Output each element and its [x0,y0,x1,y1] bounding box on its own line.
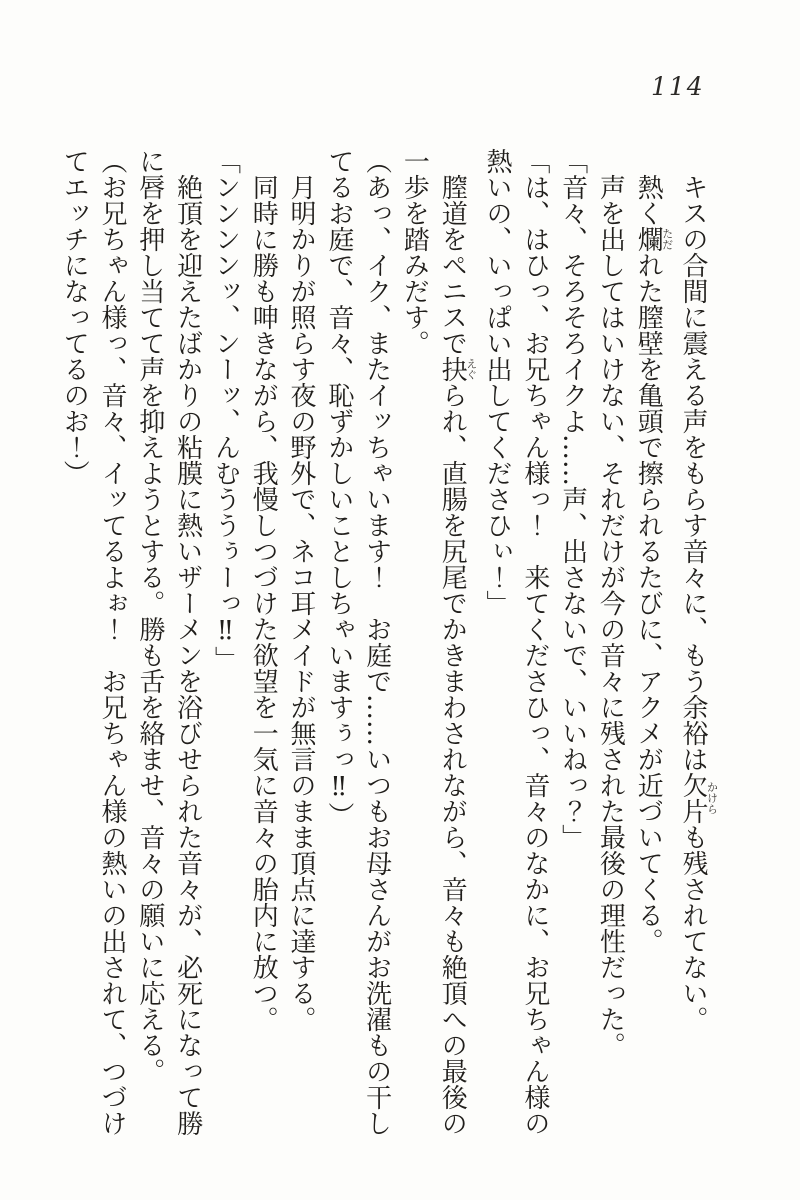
text-line-7: 膣道をペニスで抉えぐられ、直腸を尻尾でかきまわされながら、音々も絶頂への最後の [437,174,478,1136]
text-line-17: てエッチになってるのお！） [59,148,90,486]
text-line-9: （あっ、イク、またイッちゃいます！ お庭で……いつもお母さんがお洗濯もの干し [361,148,392,1136]
text-line-3: 声を出してはいけない、それだけが今の音々に残された最後の理性だった。 [595,174,626,1058]
text-line-10: てるお庭で、音々、恥ずかしいことしちゃいますぅっ‼） [323,148,354,828]
text-block [54,148,718,1164]
text-line-8: 一歩を踏みだす。 [399,148,430,356]
text-line-13: 「ンンンンッ、ンーッ、んむううぅーっ‼」 [210,148,241,672]
text-line-4: 「音々、そろそろイクよ……声、出さないで、いいねっ？」 [557,148,588,850]
text-line-12: 同時に勝も呻きながら、我慢しつづけた欲望を一気に音々の胎内に放つ。 [248,174,279,1032]
text-line-11: 月明かりが照らす夜の野外で、ネコ耳メイドが無言のまま頂点に達する。 [286,174,317,1032]
text-line-5: 「は、はひっ、お兄ちゃん様っ！ 来てくださひっ、音々のなかに、お兄ちゃん様の [519,148,550,1136]
text-line-1: キスの合間に震える声をもらす音々に、もう余裕は欠片かけらも残されてない。 [678,174,719,1032]
text-line-15: に唇を押し当てて声を抑えようとする。勝も舌を絡ませ、音々の願いに応える。 [134,148,165,1084]
text-line-2: 熱く爛ただれた膣壁を亀頭で擦られるたびに、アクメが近づいてくる。 [633,174,674,954]
page-number: 114 [651,72,705,101]
text-line-14: 絶頂を迎えたばかりの粘膜に熱いザーメンを浴びせられた音々が、必死になって勝 [172,174,203,1136]
text-line-6: 熱いの、いっぱい出してくださひぃ！」 [482,148,513,616]
text-line-16: （お兄ちゃん様っ、音々、イッてるよぉ！ お兄ちゃん様の熱いの出されて、つづけ [97,148,128,1136]
